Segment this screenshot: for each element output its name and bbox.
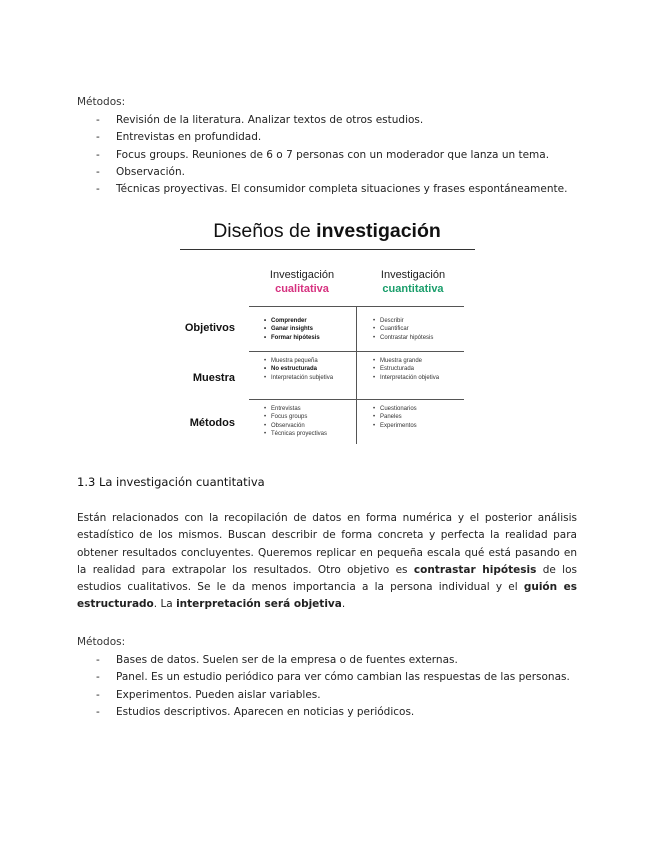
list-item: • Observación — [262, 422, 354, 430]
list-item: - Focus groups. Reuniones de 6 o 7 personas con un moderador que lanza un tema. — [96, 148, 550, 161]
column-header-cuantitativa: Investigación cuantitativa — [380, 269, 446, 295]
metodos-list — [77, 652, 570, 721]
list-item: • Ganar insights — [262, 325, 354, 333]
list-item: • Técnicas proyectivas — [262, 430, 354, 438]
list-item: • Entrevistas — [262, 405, 354, 413]
list-item: - Experimentos. Pueden aislar variables. — [96, 688, 321, 701]
list-item: - Técnicas proyectivas. El consumidor completa situaciones y frases espontáneamente. — [96, 183, 568, 196]
list-item: • Focus groups — [262, 413, 354, 421]
list-item: • Interpretación subjetiva — [262, 374, 354, 382]
metodos-label: Métodos: — [77, 636, 126, 648]
list-item: - Entrevistas en profundidad. — [96, 131, 262, 144]
list-item: - Estudios descriptivos. Aparecen en noticias y periódicos. — [96, 705, 415, 718]
list-item: • Muestra pequeña — [262, 357, 354, 365]
list-item: - Bases de datos. Suelen ser de la empresa o de fuentes externas. — [96, 654, 458, 666]
figure-title-rule — [180, 249, 475, 250]
list-item: • Muestra grande — [371, 357, 466, 365]
list-item: • Cuestionarios — [371, 405, 466, 413]
grid-line-vertical — [356, 306, 357, 444]
list-item: • No estructurada — [262, 365, 354, 373]
list-item: • Experimentos — [371, 422, 466, 430]
cell-objetivos-cuantitativa — [371, 317, 466, 342]
list-item: • Describir — [371, 317, 466, 325]
list-item: • Cuantificar — [371, 325, 466, 333]
list-item: • Contrastar hipótesis — [371, 334, 466, 342]
row-label-metodos: Métodos — [189, 417, 235, 429]
list-item: - Revisión de la literatura. Analizar textos de otros estudios. — [96, 114, 424, 126]
list-item: • Formar hipótesis — [262, 334, 354, 342]
list-item: • Comprender — [262, 317, 354, 325]
list-item: - Observación. — [96, 165, 185, 178]
cell-muestra-cualitativa — [262, 357, 354, 382]
list-item: • Paneles — [371, 413, 466, 421]
body-paragraph: Están relacionados con la recopilación de datos en forma numérica y el posterior análisis estadístico de los mismos. Buscan describir de forma concreta y perfecta la realidad para obtener resultados concluyentes. Queremos replicar en pequeña escala qué está pasando en la realidad para extrapolar los resultados. Otro objetivo es contrastar hipótesis de los estudios cualitativos. Se le da menos importancia a la persona individual y el guión es estructurado. La interpretación será objetiva. — [77, 512, 578, 611]
row-label-muestra: Muestra — [192, 372, 235, 384]
row-label-objetivos: Objetivos — [184, 322, 235, 334]
column-header-cualitativa: Investigación cualitativa — [269, 269, 335, 295]
cell-muestra-cuantitativa — [371, 357, 466, 382]
list-item: - Panel. Es un estudio periódico para ver cómo cambian las respuestas de las personas. — [96, 671, 570, 684]
figure-title: Diseños de investigación — [213, 220, 441, 242]
section-heading: 1.3 La investigación cuantitativa — [77, 475, 265, 489]
cell-metodos-cualitativa — [262, 405, 354, 438]
metodos-list — [77, 112, 567, 198]
list-item: • Estructurada — [371, 365, 466, 373]
cell-metodos-cuantitativa — [371, 405, 466, 430]
list-item: • Interpretación objetiva — [371, 374, 466, 382]
cell-objetivos-cualitativa — [262, 317, 354, 342]
metodos-label: Métodos: — [77, 96, 126, 108]
